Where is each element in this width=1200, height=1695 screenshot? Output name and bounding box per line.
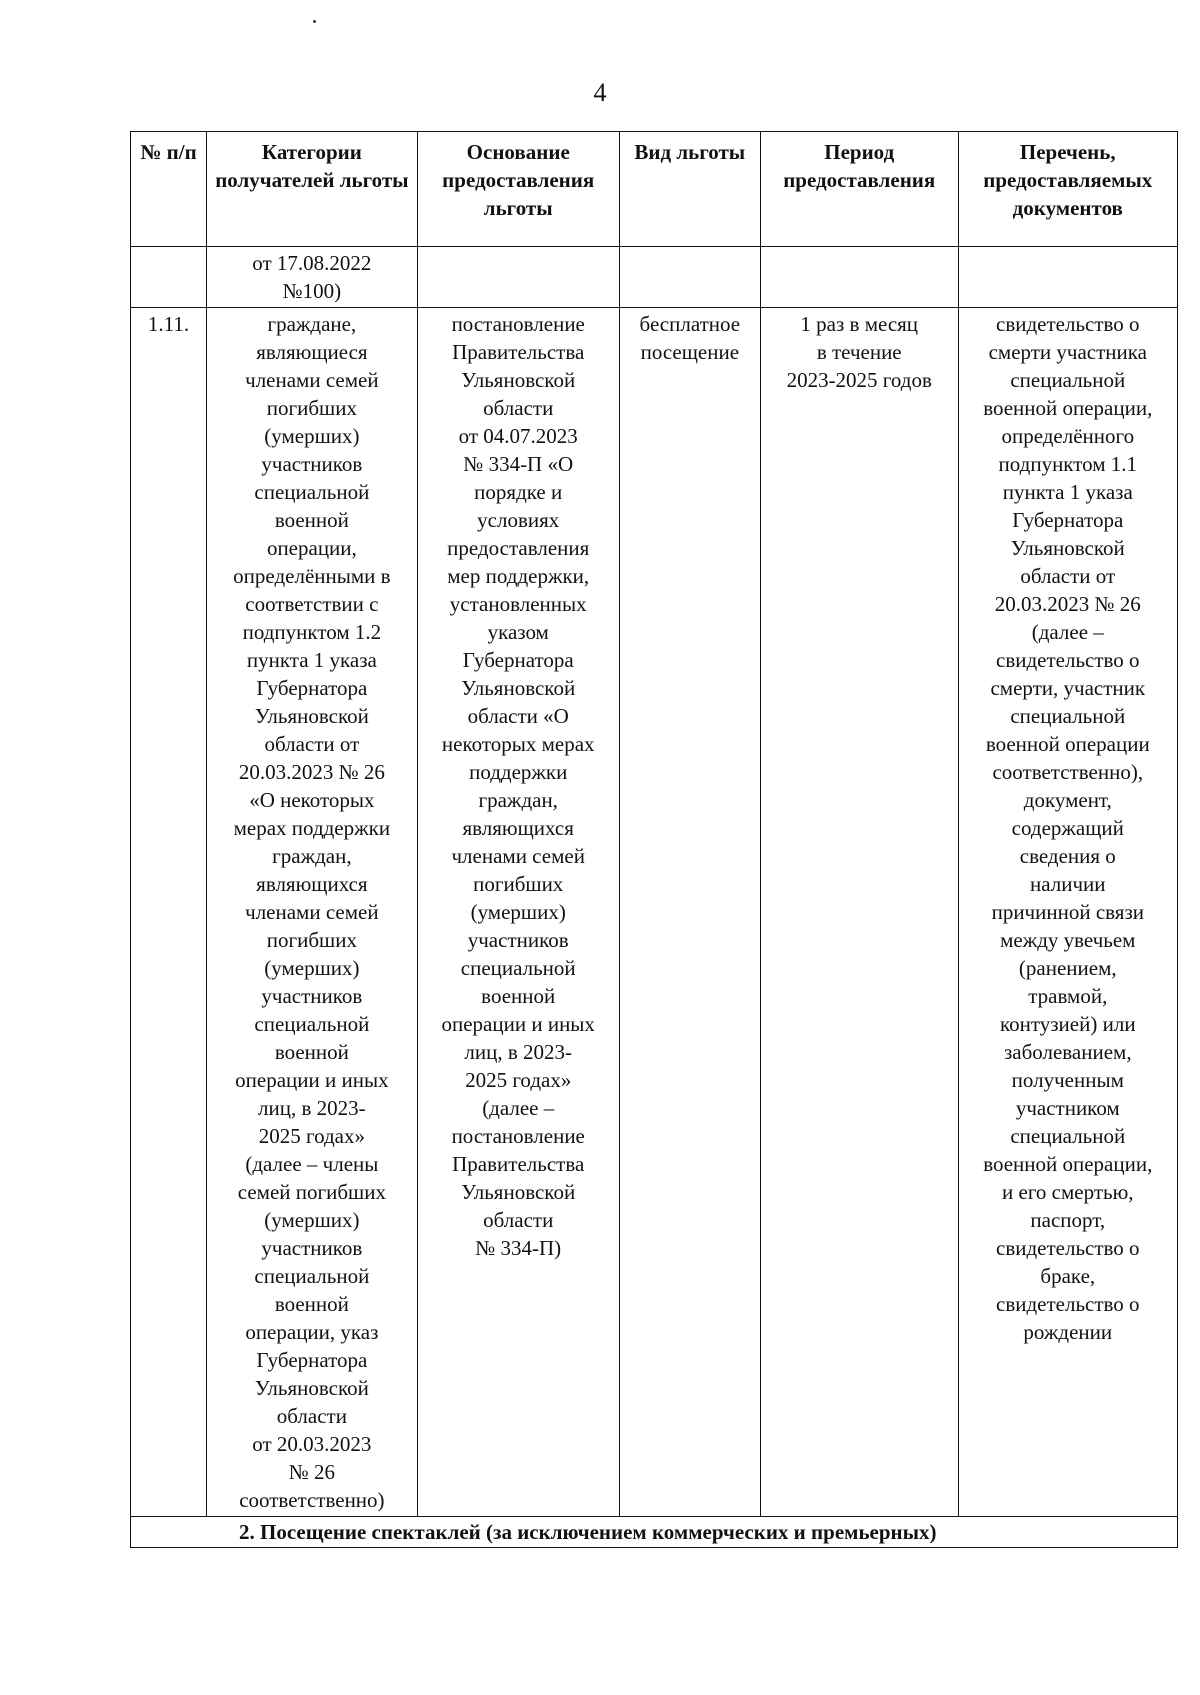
table-row: [131, 247, 1178, 308]
table-header-row: [131, 132, 1178, 247]
header-documents: Перечень, предоставляемых документов: [958, 132, 1177, 247]
recipient-category-cell: граждане, являющиеся членами семей погибших (умерших) участников специальной военной операции, определёнными в соответствии с подпунктом 1.2 пункта 1 указа Губернатора Ульяновской области от 20.03.2023 № 26 «О некоторых мерах поддержки граждан, являющихся членами семей погибших (умерших) участников специальной военной операции и иных лиц, в 2023- 2025 годах» (далее – члены семей погибших (умерших) участников специальной военной операции, указ Губернатора Ульяновской области от 20.03.2023 № 26 соответственно): [207, 308, 418, 1517]
benefit-type-cell: бесплатное посещение: [619, 308, 760, 1517]
header-basis: Основание предоставления льготы: [417, 132, 619, 247]
section-heading: 2. Посещение спектаклей (за исключением коммерческих и премьерных): [131, 1517, 1178, 1548]
header-number: № п/п: [131, 132, 207, 247]
table-cell: [760, 247, 958, 308]
table-cell: [619, 247, 760, 308]
header-benefit-type: Вид льготы: [619, 132, 760, 247]
header-categories: Категории получателей льготы: [207, 132, 418, 247]
table-cell: [131, 247, 207, 308]
benefits-table: [130, 131, 1178, 1548]
basis-cell: постановление Правительства Ульяновской области от 04.07.2023 № 334-П «О порядке и условиях предоставления мер поддержки, установленных указом Губернатора Ульяновской области «О некоторых мерах поддержки граждан, являющихся членами семей погибших (умерших) участников специальной военной операции и иных лиц, в 2023- 2025 годах» (далее – постановление Правительства Ульяновской области № 334-П): [417, 308, 619, 1517]
table-row: [131, 308, 1178, 1517]
table-cell: от 17.08.2022 №100): [207, 247, 418, 308]
page-number: 4: [593, 78, 607, 107]
documents-cell: свидетельство о смерти участника специальной военной операции, определённого подпунктом 1.1 пункта 1 указа Губернатора Ульяновской области от 20.03.2023 № 26 (далее – свидетельство о смерти, участник специальной военной операции соответственно), документ, содержащий сведения о наличии причинной связи между увечьем (ранением, травмой, контузией) или заболеванием, полученным участником специальной военной операции, и его смертью, паспорт, свидетельство о браке, свидетельство о рождении: [958, 308, 1177, 1517]
table-cell: [417, 247, 619, 308]
section-heading-row: [131, 1517, 1178, 1548]
header-period: Период предоставления: [760, 132, 958, 247]
table-cell: [958, 247, 1177, 308]
period-cell: 1 раз в месяц в течение 2023-2025 годов: [760, 308, 958, 1517]
scan-speck: [313, 20, 316, 23]
row-number: 1.11.: [131, 308, 207, 1517]
